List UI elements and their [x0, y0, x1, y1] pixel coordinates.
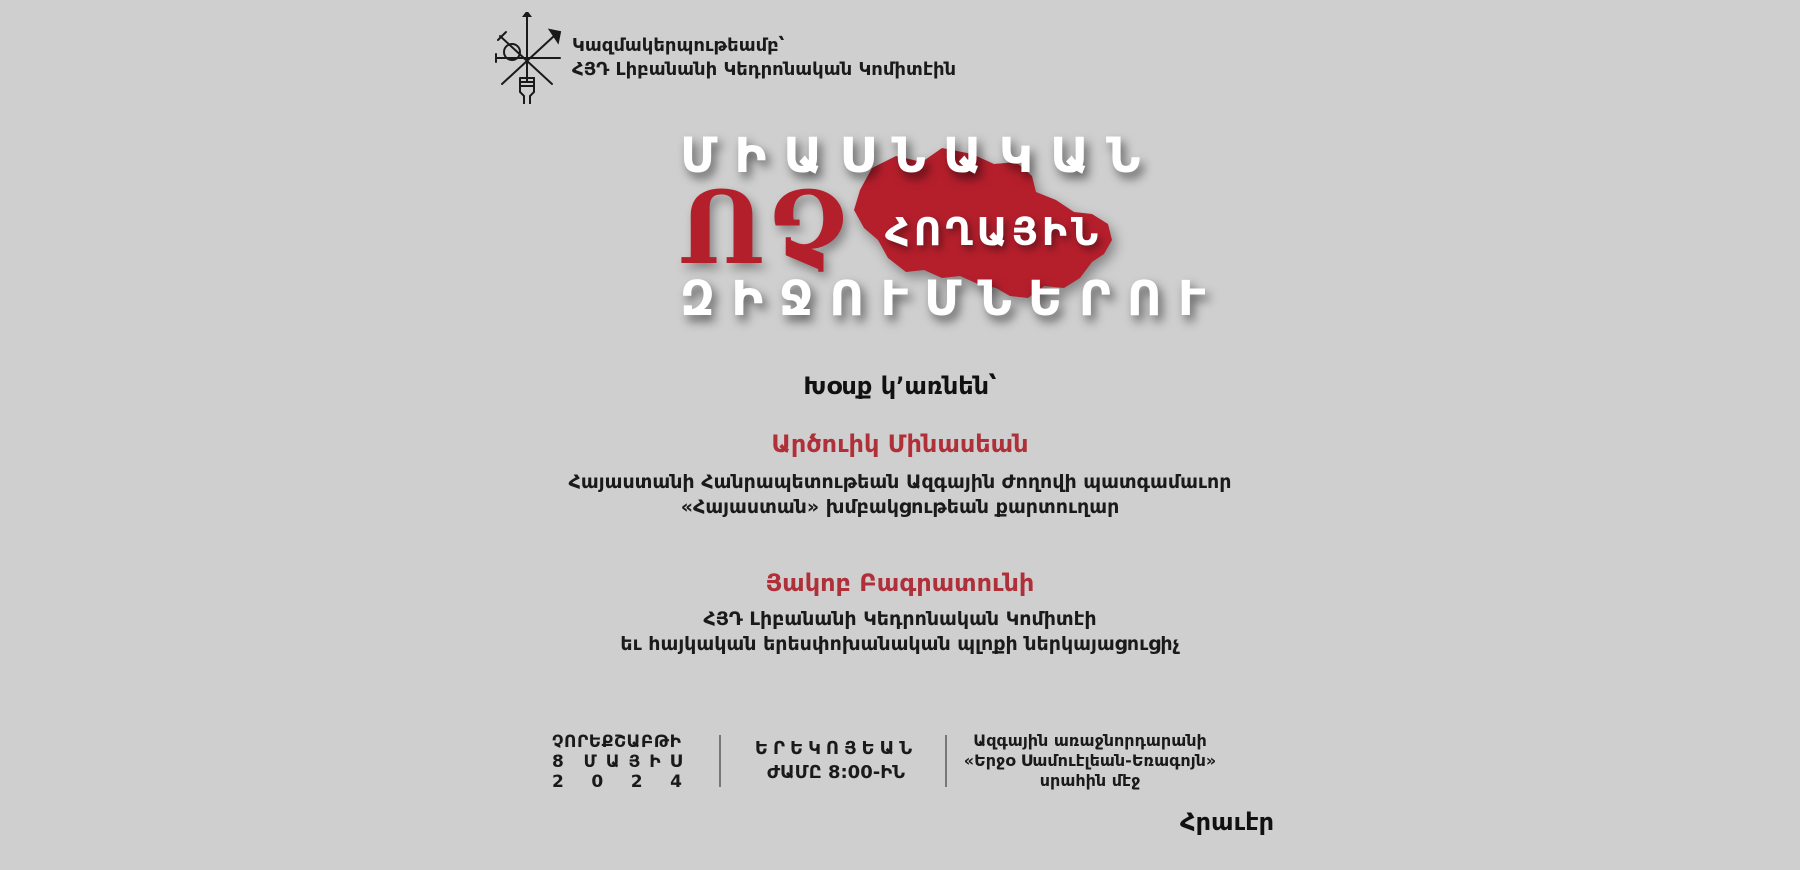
time-block [746, 737, 926, 785]
venue-line-3: սրահին մէջ [1039, 771, 1141, 790]
event-weekday: ՉՈՐԵՔՇԱԲԹԻ [552, 732, 682, 752]
event-year-digit: 2 [552, 772, 564, 792]
event-city: ԵՐԵԿՈՅԵԱՆ [754, 738, 918, 759]
event-day-month-row [552, 752, 691, 772]
speaker-2-desc-line-1: ՀՅԴ Լիբանանի Կեդրոնական Կոմիտէի [703, 608, 1097, 630]
event-year-digit: 0 [591, 772, 604, 792]
organizer-line-2: ՀՅԴ Լիբանանի Կեդրոնական Կոմիտէին [572, 59, 957, 80]
arf-emblem-icon [490, 12, 564, 104]
venue-line-2: «Երջօ Սամուէլեան-Եռագոյն» [963, 751, 1217, 770]
speaker-1-desc-line-2: «Հայաստան» խմբակցութեան քարտուղար [680, 496, 1120, 518]
invitation-label: Հրաւէր [1180, 808, 1275, 836]
title-line-1: ՄԻԱՍՆԱԿԱՆ [680, 128, 1158, 184]
speaker-1-desc-line-1: Հայաստանի Հանրապետութեան Ազգային Ժողովի պատգամաւոր [568, 471, 1232, 493]
speaker-description-1 [500, 470, 1300, 520]
event-time: ԺԱՄԸ 8:00-ԻՆ [766, 762, 906, 783]
event-day: 8 [552, 752, 564, 772]
speaker-description-2 [500, 607, 1300, 657]
event-year [552, 772, 682, 792]
divider [719, 735, 721, 787]
title-block [660, 128, 1222, 338]
divider [945, 735, 947, 787]
speaker-name-2: Յակոբ Բագրատունի [765, 569, 1035, 597]
date-block [552, 732, 691, 792]
event-year-digit: 4 [670, 772, 682, 792]
organizer-text [572, 34, 956, 82]
title-line-3: ԶԻՋՈՒՄՆԵՐՈՒ [680, 271, 1222, 327]
speakers-heading: Խօսք կ՚առնեն՝ [803, 372, 997, 400]
event-year-digit: 2 [630, 772, 643, 792]
organizer-line-1: Կազմակերպութեամբ՝ [572, 35, 785, 56]
venue-line-1: Ազգային առաջնորդարանի [973, 731, 1207, 750]
title-line-2-small: ՀՈՂԱՅԻՆ [885, 210, 1103, 254]
organizer-block [490, 12, 956, 104]
event-month: ՄԱՅԻՍ [583, 752, 691, 772]
speaker-2-desc-line-2: եւ հայկական երեսփոխանական պլոքի ներկայացուցիչ [620, 633, 1180, 655]
title-line-2-big: ՈՉ [678, 169, 851, 287]
venue-block [960, 731, 1220, 791]
speaker-name-1: Արծուիկ Մինասեան [771, 430, 1029, 458]
